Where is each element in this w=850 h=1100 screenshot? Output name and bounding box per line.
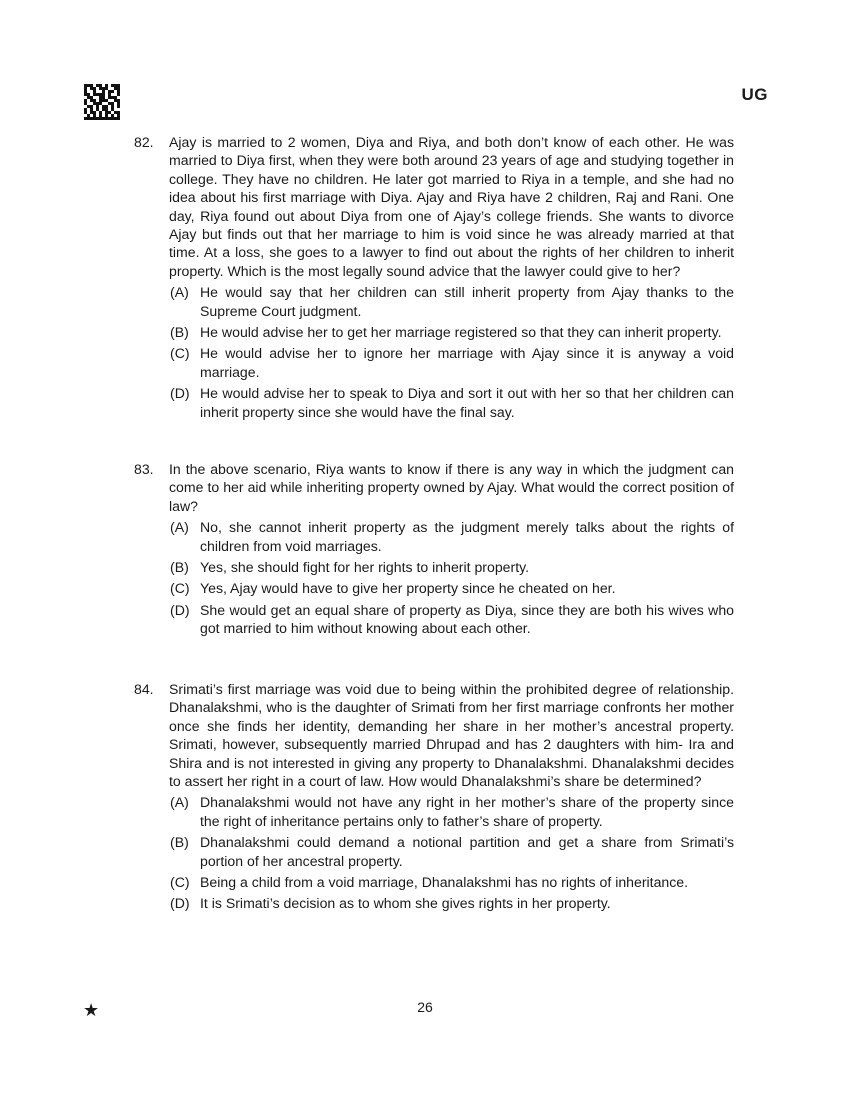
option-text: Dhanalakshmi would not have any right in her mother’s share of the property since the right of inheritance pertains only to father’s share of property. <box>200 794 734 829</box>
option-d <box>134 601 734 638</box>
page-number: 26 <box>417 999 433 1015</box>
option-label: (D) <box>170 385 190 402</box>
option-label: (A) <box>170 519 189 536</box>
options-list <box>134 518 734 637</box>
option-label: (D) <box>170 601 190 618</box>
qr-code-icon <box>84 84 120 120</box>
option-text: Yes, Ajay would have to give her property since he cheated on her. <box>200 580 616 597</box>
option-label: (A) <box>170 794 189 811</box>
option-label: (C) <box>170 580 190 597</box>
option-text: Being a child from a void marriage, Dhanalakshmi has no rights of inheritance. <box>200 874 689 891</box>
paper-code: UG <box>741 85 768 104</box>
option-b <box>134 833 734 870</box>
option-label: (B) <box>170 559 189 576</box>
option-label: (B) <box>170 834 189 851</box>
option-label: (D) <box>170 895 190 912</box>
question-text: Srimati’s first marriage was void due to being within the prohibited degree of relationship. Dhanalakshmi, who is the daughter of Srimati from her first marriage confronts her mother once she finds her identity, demanding her share in her mother’s ancestral property. Srimati, however, subsequently married Dhrupad and has 2 daughters with him- Ira and Shira and is not interested in giving any property to Dhanalakshmi. Dhanalakshmi decides to assert her right in a court of law. How would Dhanalakshmi’s share be determined? <box>169 681 734 790</box>
option-text: Dhanalakshmi could demand a notional partition and get a share from Srimati’s portion of her ancestral property. <box>200 834 734 869</box>
option-c <box>134 344 734 381</box>
option-label: (A) <box>170 284 189 301</box>
option-a <box>134 283 734 320</box>
question-text: Ajay is married to 2 women, Diya and Riya, and both don’t know of each other. He was married to Diya first, when they were both around 23 years of age and studying together in college. They have no children. He later got married to Riya in a temple, and she had no idea about his first marriage with Diya. Ajay and Riya have 2 children, Raj and Rani. One day, Riya found out about Diya from one of Ajay’s college friends. She wants to divorce Ajay but finds out that her marriage to him is void since he was already married at that time. At a loss, she goes to a lawyer to find out about the rights of her children to inherit property. Which is the most legally sound advice that the lawyer could give to her? <box>169 134 734 279</box>
option-d <box>134 894 734 912</box>
option-label: (C) <box>170 345 190 362</box>
question-84 <box>134 680 734 916</box>
option-d <box>134 384 734 421</box>
option-c <box>134 873 734 891</box>
option-text: Yes, she should fight for her rights to inherit property. <box>200 559 530 576</box>
option-text: He would advise her to ignore her marriage with Ajay since it is anyway a void marriage. <box>200 345 734 380</box>
option-text: He would advise her to speak to Diya and sort it out with her so that her children can inherit property since she would have the final say. <box>200 385 734 420</box>
option-b <box>134 558 734 576</box>
star-marker-icon: ★ <box>83 1000 100 1020</box>
option-label: (C) <box>170 874 190 891</box>
option-a <box>134 518 734 555</box>
question-text: In the above scenario, Riya wants to know if there is any way in which the judgment can come to her aid while inheriting property owned by Ajay. What would the correct position of law? <box>169 461 734 514</box>
option-text: He would say that her children can still inherit property from Ajay thanks to the Supreme Court judgment. <box>200 284 734 319</box>
option-text: It is Srimati’s decision as to whom she gives rights in her property. <box>200 895 611 912</box>
question-number: 84. <box>134 681 154 697</box>
option-text: No, she cannot inherit property as the judgment merely talks about the rights of children from void marriages. <box>200 519 734 554</box>
option-a <box>134 793 734 830</box>
options-list <box>134 793 734 912</box>
option-text: She would get an equal share of property as Diya, since they are both his wives who got married to him without knowing about each other. <box>200 601 734 637</box>
option-text: He would advise her to get her marriage registered so that they can inherit property. <box>200 324 722 341</box>
question-number: 83. <box>134 461 154 477</box>
option-c <box>134 579 734 597</box>
question-number: 82. <box>134 134 154 150</box>
option-label: (B) <box>170 324 189 341</box>
option-b <box>134 323 734 341</box>
question-82 <box>134 133 734 424</box>
question-83 <box>134 460 734 641</box>
options-list <box>134 283 734 421</box>
